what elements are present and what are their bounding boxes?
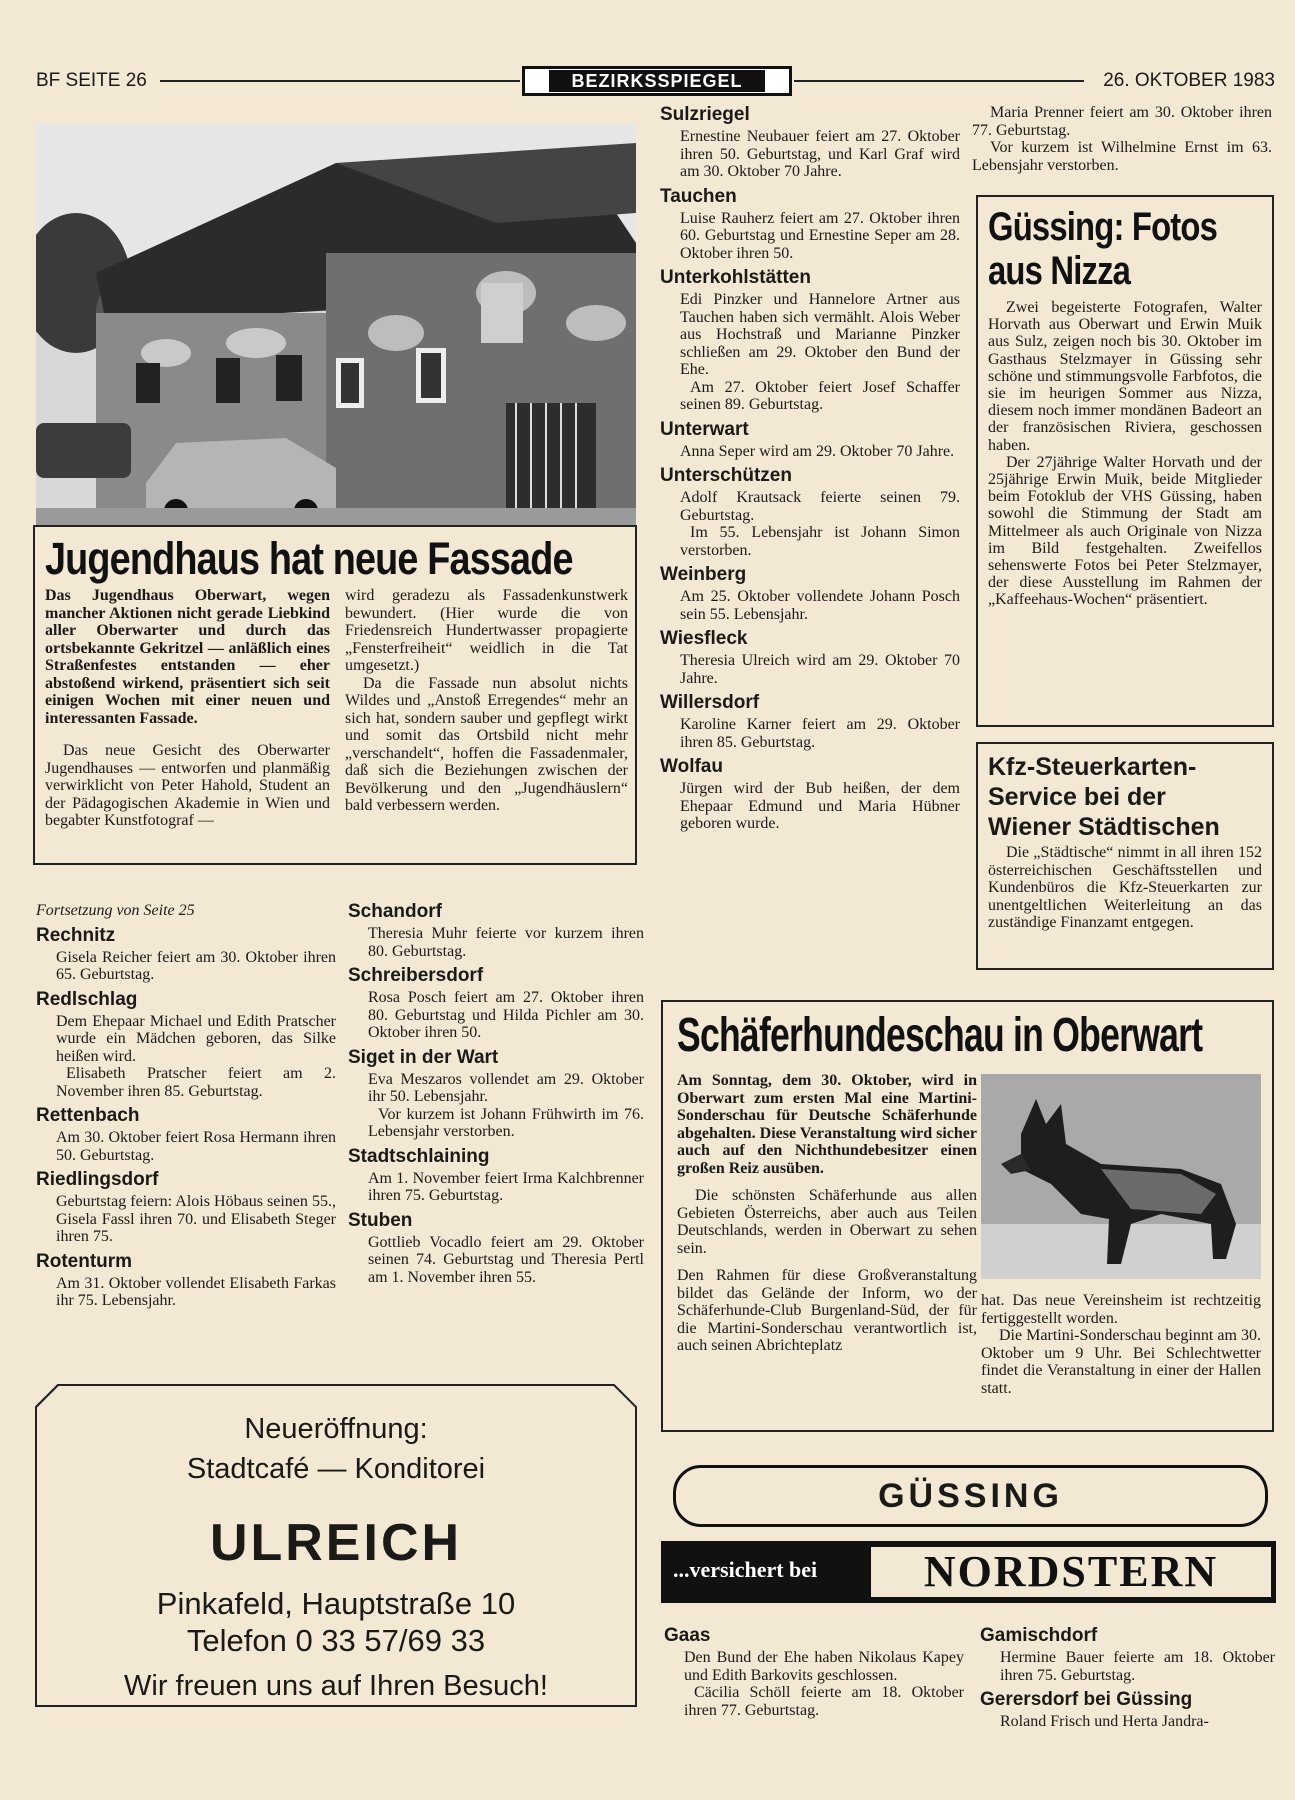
jugendhaus-col2	[345, 587, 628, 815]
house-photo-image	[36, 123, 636, 526]
kfz-headline-2: Service bei der	[988, 783, 1166, 811]
entry-heading: Weinberg	[660, 564, 747, 585]
jugendhaus-col1-b	[45, 742, 330, 830]
entry-rotenturm	[36, 1251, 336, 1310]
entry-text: Edi Pinzker und Hannelore Artner aus Tauchen haben sich vermählt. Alois Weber aus Hochstraß und Marianne Pinzker schließen am 29. Oktober den Bund der Ehe.	[680, 291, 960, 378]
dog-photo-image	[981, 1074, 1261, 1279]
jugendhaus-col1-p1: Das Jugendhaus Oberwart, wegen mancher Aktionen nicht gerade Liebkind aller Oberwarter und durch das ortsbekannte Gekritzel — anläßlich eines Straßenfestes entstanden — eher abstoßend wirkend, präsentiert sich seit einigen Wochen mit einer neuen und interessanten Fassade.	[45, 587, 330, 727]
entry-text: Am 31. Oktober vollendet Elisabeth Farkas ihr 75. Lebensjahr.	[56, 1274, 336, 1309]
jugendhaus-col1	[45, 587, 330, 727]
entry-heading: Gamischdorf	[980, 1625, 1098, 1646]
entry-text: Anna Seper wird am 29. Oktober 70 Jahre.	[680, 442, 955, 460]
entry-text: Am 30. Oktober feiert Rosa Hermann ihren 50. Geburtstag.	[56, 1129, 336, 1164]
entry-text: Ernestine Neubauer feiert am 27. Oktober ihren 50. Geburtstag, und Karl Graf wird am 30. Oktober 70 Jahre.	[680, 128, 960, 180]
entry-text: Hermine Bauer feierte am 18. Oktober ihren 75. Geburtstag.	[1000, 1649, 1275, 1684]
entry-rettenbach	[36, 1105, 336, 1164]
guessing-fotos-headline-2: aus Nizza	[988, 249, 1131, 293]
schaeferhund-cont-2: Die Martini-Sonderschau beginnt am 30. Oktober um 9 Uhr. Bei Schlechtwetter findet die Veranstaltung in einer der Hallen statt.	[981, 1327, 1261, 1397]
entry-redlschlag	[36, 989, 336, 1101]
entry-heading: Schreibersdorf	[348, 965, 484, 986]
entry-willersdorf	[660, 692, 960, 751]
header-rule-left	[160, 80, 520, 82]
schaeferhund-p2: Den Rahmen für diese Großveranstaltung bildet das Gelände der Inform, wo der Schäferhunde-Club Burgenland-Süd, der für die Martini-Sonderschau verantwortlich ist, auch seinen Abrichteplatz	[677, 1267, 977, 1354]
entry-wolfau	[660, 756, 960, 833]
entry-gerersdorf	[980, 1689, 1275, 1731]
nordstern-town: GÜSSING	[673, 1465, 1268, 1527]
schaeferhund-col2	[981, 1292, 1261, 1397]
cafe-ad-name: ULREICH	[209, 1514, 463, 1572]
entry-text: Adolf Krautsack feierte seinen 79. Geburtstag.	[680, 489, 960, 524]
page-number: BF SEITE 26	[36, 70, 147, 91]
entry-text: Am 27. Oktober feiert Josef Schaffer seinen 89. Geburtstag.	[680, 378, 960, 413]
guessing-fotos-p1: Zwei begeisterte Fotografen, Walter Horvath aus Oberwart und Erwin Muik aus Sulz, zeigen noch bis 30. Oktober im Gasthaus Stelzmayer in Güssing sehr schöne und stimmungsvolle Farbfotos, die sie im heurigen Sommer aus Nizza, diesem noch immer mondänen Badeort an der französischen Riviera, geschossen haben.	[988, 299, 1262, 454]
schaeferhund-article	[661, 1000, 1274, 1432]
schaeferhund-p1: Die schönsten Schäferhunde aus allen Gebieten Österreichs, aber auch aus Teilen Deutschlands, werden in Oberwart zu sehen sein.	[677, 1187, 977, 1257]
entry-gamischdorf	[980, 1625, 1275, 1684]
right-top-text	[972, 104, 1272, 174]
entry-text: Luise Rauherz feiert am 27. Oktober ihren 60. Geburtstag und Ernestine Seper am 28. Oktober ihren 50.	[680, 209, 960, 262]
entry-heading: Rettenbach	[36, 1105, 140, 1126]
kfz-article	[976, 742, 1274, 970]
middle-lower-column	[348, 896, 644, 1286]
entry-heading: Gaas	[664, 1625, 711, 1646]
entry-sulzriegel	[660, 104, 960, 181]
entry-rechnitz	[36, 925, 336, 984]
right-top-p2: Vor kurzem ist Wilhelmine Ernst im 63. Lebensjahr verstorben.	[972, 139, 1272, 174]
nordstern-advertisement	[661, 1457, 1276, 1617]
entry-text: Am 1. November feiert Irma Kalchbrenner ihren 75. Geburtstag.	[368, 1169, 644, 1204]
entry-schandorf	[348, 901, 644, 960]
entry-text: Elisabeth Pratscher feiert am 2. November ihren 85. Geburtstag.	[56, 1065, 336, 1100]
entry-heading: Rotenturm	[36, 1250, 133, 1272]
entry-stuben	[348, 1210, 644, 1287]
section-title: BEZIRKSSPIEGEL	[522, 66, 792, 96]
entry-heading: Riedlingsdorf	[36, 1169, 159, 1190]
schaeferhund-lead: Am Sonntag, dem 30. Oktober, wird in Oberwart zum ersten Mal eine Martini-Sonderschau für Deutsche Schäferhunde abgehalten. Diese Veranstaltung wird sicher auch auf den Nichthundebesitzer einen großen Reiz ausüben.	[677, 1072, 977, 1177]
entry-text: Geburtstag feiern: Alois Höbaus seinen 55., Gisela Fassl ihren 70. und Elisabeth Steger ihren 75.	[56, 1193, 336, 1245]
entry-siget	[348, 1047, 644, 1141]
entry-riedlingsdorf	[36, 1169, 336, 1246]
entry-heading: Gerersdorf bei Güssing	[980, 1689, 1193, 1710]
bottom-left-column	[664, 1625, 964, 1719]
entry-text: Gottlieb Vocadlo feiert am 29. Oktober seinen 74. Geburtstag und Theresia Pertl am 1. November ihren 55.	[368, 1233, 644, 1286]
entry-text: Am 25. Oktober vollendete Johann Posch sein 55. Lebensjahr.	[680, 588, 960, 623]
nordstern-slogan: ...versichert bei	[673, 1557, 818, 1582]
guessing-fotos-article	[976, 195, 1274, 727]
entry-heading: Unterwart	[660, 418, 749, 440]
cafe-advertisement	[34, 1383, 638, 1708]
cafe-ad-phone: Telefon 0 33 57/69 33	[186, 1623, 486, 1658]
entry-heading: Wiesfleck	[660, 628, 748, 649]
entry-heading: Schandorf	[348, 901, 442, 922]
entry-heading: Stadtschlaining	[348, 1145, 490, 1167]
entry-text: Dem Ehepaar Michael und Edith Pratscher wurde ein Mädchen geboren, das Silke heißen wird.	[56, 1012, 336, 1065]
entry-weinberg	[660, 564, 960, 623]
guessing-fotos-p2: Der 27jährige Walter Horvath und der 25jährige Erwin Muik, beide Mitglieder beim Fotoklub der VHS Güssing, haben sowohl die Stimmung der Stadt am Mittelmeer als auch Originale von Nizza im Bild festgehalten. Zweifellos sehenswerte Fotos bei Peter Stelzmayer, der diese Ausstellung im Rahmen der „Kaffeehaus-Wochen“ präsentiert.	[988, 453, 1262, 609]
jugendhaus-col2-p2: Da die Fassade nun absolut nichts Wildes und „Anstoß Erregendes“ mehr an sich hat, sondern sauber und gepflegt wirkt und somit das Ortsbild nicht mehr „verschandelt“, hoffen die Fassadenmaler, daß sich die Beziehungen zwischen der Bevölkerung und den „Jugendhäuslern“ bald verbessern werden.	[345, 674, 628, 814]
continuation-note: Fortsetzung von Seite 25	[36, 902, 195, 919]
entry-gaas	[664, 1625, 964, 1719]
entry-heading: Stuben	[348, 1209, 413, 1231]
entry-unterkohlstaetten	[660, 267, 960, 414]
kfz-text: Die „Städtische“ nimmt in all ihren 152 österreichischen Geschäftsstellen und Kundenbüros die Kfz-Steuerkarten zur unentgeltlichen Weiterleitung an das zuständige Finanzamt entgegen.	[988, 844, 1262, 931]
jugendhaus-article	[33, 525, 637, 865]
entry-unterschuetzen	[660, 465, 960, 559]
cafe-ad-closing: Wir freuen uns auf Ihren Besuch!	[124, 1670, 548, 1702]
entry-schreibersdorf	[348, 965, 644, 1042]
entry-text: Jürgen wird der Bub heißen, der dem Ehepaar Edmund und Maria Hübner geboren wurde.	[680, 780, 960, 832]
dog-photo	[981, 1074, 1261, 1279]
jugendhaus-col2-p1: wird geradezu als Fassadenkunstwerk bewundert. (Hier wurde die von Friedensreich Hundertwasser propagierte „Fensterfreiheit“ weidlich in die Tat umgesetzt.)	[345, 587, 628, 674]
entry-text: Den Bund der Ehe haben Nikolaus Kapey und Edith Barkovits geschlossen.	[684, 1649, 964, 1684]
cafe-ad-line1: Neueröffnung:	[244, 1413, 428, 1445]
nordstern-brand: NORDSTERN	[871, 1547, 1271, 1597]
entry-heading: Redlschlag	[36, 988, 138, 1010]
jugendhaus-col1-p2: Das neue Gesicht des Oberwarter Jugendhauses — entworfen und planmäßig verwirklicht von Peter Hahold, Student an der Pädagogischen Akademie in Wien und begabter Kunstfotograf —	[45, 742, 330, 829]
entry-text: Eva Meszaros vollendet am 29. Oktober ihr 50. Lebensjahr.	[368, 1070, 644, 1105]
entry-text: Im 55. Lebensjahr ist Johann Simon verstorben.	[680, 524, 960, 559]
entry-heading: Willersdorf	[660, 692, 760, 713]
kfz-headline-3: Wiener Städtischen	[988, 813, 1220, 841]
entry-heading: Sulzriegel	[660, 104, 750, 125]
entry-wiesfleck	[660, 628, 960, 687]
entry-text: Vor kurzem ist Johann Frühwirth im 76. Lebensjahr verstorben.	[368, 1105, 644, 1140]
jugendhaus-headline: Jugendhaus hat neue Fassade	[45, 533, 573, 584]
entry-heading: Wolfau	[660, 756, 723, 777]
bottom-right-column	[980, 1625, 1275, 1731]
middle-top-column	[660, 104, 960, 833]
cafe-ad-address: Pinkafeld, Hauptstraße 10	[156, 1586, 516, 1621]
entry-text: Theresia Ulreich wird am 29. Oktober 70 Jahre.	[680, 652, 960, 687]
nordstern-banner	[661, 1541, 1276, 1603]
schaeferhund-col1	[677, 1072, 977, 1355]
entry-tauchen	[660, 186, 960, 263]
left-column	[36, 902, 336, 1310]
schaeferhund-cont-1: hat. Das neue Vereinsheim ist rechtzeitig fertiggestellt worden.	[981, 1292, 1261, 1327]
cafe-ad-line2: Stadtcafé — Konditorei	[186, 1453, 486, 1485]
right-top-p1: Maria Prenner feiert am 30. Oktober ihren 77. Geburtstag.	[972, 104, 1272, 139]
entry-unterwart	[660, 419, 960, 461]
issue-date: 26. OKTOBER 1983	[1103, 70, 1275, 91]
header-rule-right	[794, 80, 1084, 82]
entry-heading: Siget in der Wart	[348, 1046, 499, 1068]
entry-stadtschlaining	[348, 1146, 644, 1205]
entry-heading: Rechnitz	[36, 924, 116, 946]
entry-text: Rosa Posch feiert am 27. Oktober ihren 80. Geburtstag und Hilda Pichler am 30. Oktober ihren 50.	[368, 989, 644, 1041]
schaeferhund-headline: Schäferhundeschau in Oberwart	[677, 1009, 1203, 1062]
house-photo	[36, 123, 636, 528]
entry-heading: Tauchen	[660, 185, 737, 207]
entry-text: Gisela Reicher feiert am 30. Oktober ihren 65. Geburtstag.	[56, 948, 336, 983]
entry-text: Cäcilia Schöll feierte am 18. Oktober ihren 77. Geburtstag.	[684, 1684, 964, 1719]
entry-heading: Unterschützen	[660, 465, 792, 486]
guessing-fotos-headline-1: Güssing: Fotos	[988, 205, 1218, 249]
entry-text: Roland Frisch und Herta Jandra-	[1000, 1713, 1209, 1730]
kfz-headline-1: Kfz-Steuerkarten-	[988, 753, 1197, 781]
entry-heading: Unterkohlstätten	[660, 267, 811, 288]
entry-text: Karoline Karner feiert am 29. Oktober ihren 85. Geburtstag.	[680, 716, 960, 751]
entry-text: Theresia Muhr feierte vor kurzem ihren 80. Geburtstag.	[368, 925, 644, 960]
